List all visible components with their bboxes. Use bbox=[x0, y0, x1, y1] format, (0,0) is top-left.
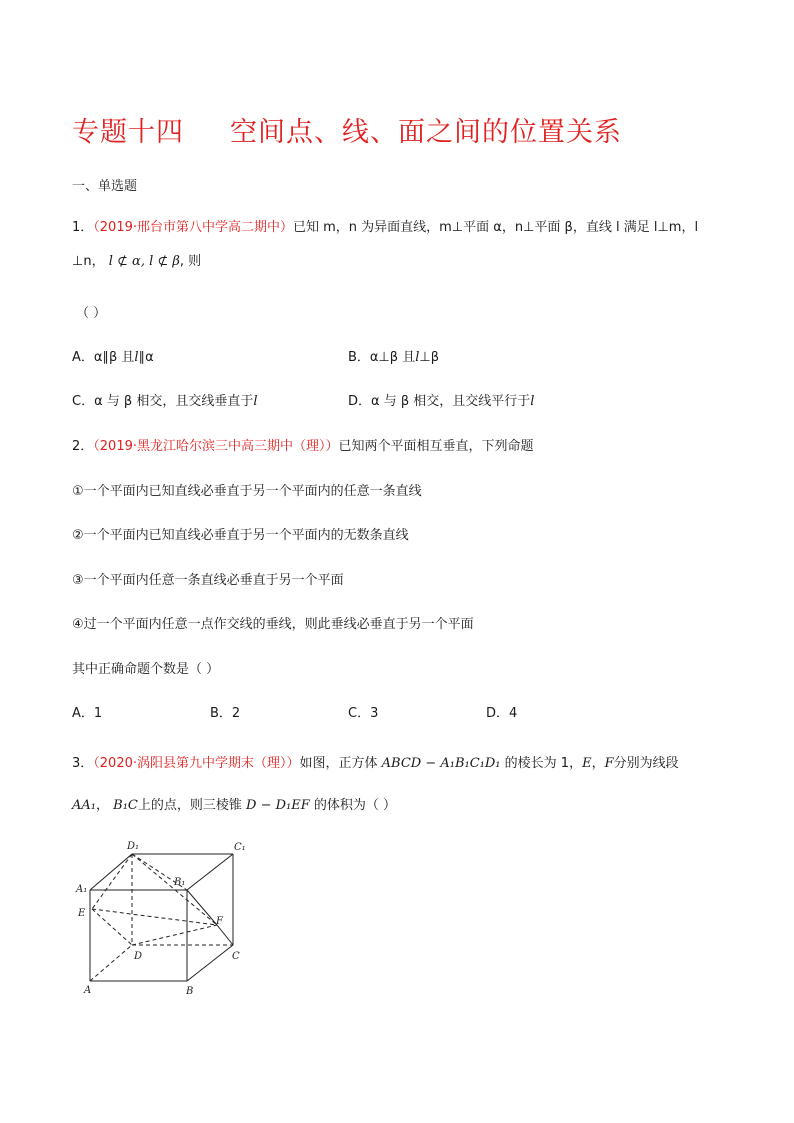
q1-line2 bbox=[72, 250, 201, 269]
segment-ed bbox=[92, 909, 132, 945]
q2-number: 2． bbox=[72, 439, 94, 454]
q1-option-a-label: A．α∥β 且 bbox=[72, 350, 135, 365]
q3-segment-b1c: B₁C bbox=[113, 798, 138, 813]
q3-text-f: 上的点，则三棱锥 bbox=[137, 798, 242, 813]
q1-option-a[interactable] bbox=[72, 346, 154, 365]
q1-condition-math: l ⊄ α, l ⊄ β bbox=[108, 254, 180, 269]
q1-source: （2019·邢台市第八中学高二期中） bbox=[93, 220, 293, 235]
q2-statement-4: ④过一个平面内任意一点作交线的垂线，则此垂线必垂直于另一个平面 bbox=[72, 617, 474, 632]
q2-statement-3: ③一个平面内任意一条直线必垂直于另一个平面 bbox=[72, 573, 344, 588]
q1-number: 1． bbox=[72, 220, 94, 235]
q1-option-d-label: D．α 与 β 相交，且交线平行于 bbox=[348, 394, 531, 409]
q3-text-c: ， bbox=[591, 756, 605, 771]
label-e: E bbox=[78, 908, 86, 919]
cube-figure bbox=[70, 835, 260, 1005]
segment-df bbox=[132, 925, 217, 945]
section-heading: 一、单选题 bbox=[72, 179, 138, 194]
edge-ad bbox=[90, 945, 132, 981]
q3-cube-name: ABCD − A₁B₁C₁D₁ bbox=[381, 756, 501, 771]
edge-a1d1 bbox=[90, 854, 132, 890]
segment-ef bbox=[92, 909, 217, 925]
title-topic-name: 空间点、线、面之间的位置关系 bbox=[230, 117, 622, 148]
q2-option-c[interactable]: C．3 bbox=[348, 706, 379, 721]
q3-segment-aa1: AA₁ bbox=[72, 798, 96, 813]
label-a1: A₁ bbox=[76, 884, 88, 895]
q3-number: 3． bbox=[72, 756, 94, 771]
q1-option-b[interactable] bbox=[348, 346, 439, 365]
label-f: F bbox=[216, 916, 223, 927]
edge-b1c1 bbox=[187, 854, 233, 890]
q2-option-a[interactable]: A．1 bbox=[72, 706, 103, 721]
q1-option-c-math: l bbox=[253, 394, 258, 409]
q1-option-b-label: B．α⊥β 且 bbox=[348, 350, 416, 365]
q3-text-b: 的棱长为 1， bbox=[504, 756, 583, 771]
q1-stem-line2a: ⊥n， bbox=[72, 254, 105, 269]
q1-option-b-tail: ⊥β bbox=[419, 350, 440, 365]
q1-answer-paren: （ ） bbox=[76, 306, 107, 321]
q1-option-d-math: l bbox=[530, 394, 535, 409]
q3-source: （2020·涡阳县第九中学期末（理）） bbox=[93, 756, 300, 771]
label-d1: D₁ bbox=[127, 841, 140, 852]
q1-line1 bbox=[72, 216, 698, 235]
q2-statement-1: ①一个平面内已知直线必垂直于另一个平面内的任意一条直线 bbox=[72, 484, 422, 499]
q2-source: （2019·黑龙江哈尔滨三中高三期中（理）） bbox=[93, 439, 339, 454]
title-topic-number: 专题十四 bbox=[72, 117, 184, 148]
segment-fc bbox=[217, 925, 233, 945]
q1-option-a-math: l bbox=[134, 350, 139, 365]
q3-point-f: F bbox=[604, 756, 614, 771]
page-title bbox=[72, 110, 622, 149]
label-a: A bbox=[84, 985, 92, 996]
q1-option-c[interactable] bbox=[72, 390, 258, 409]
label-d: D bbox=[134, 951, 143, 962]
label-b1: B₁ bbox=[174, 877, 186, 888]
q3-point-e: E bbox=[582, 756, 592, 771]
q2-option-b[interactable]: B．2 bbox=[210, 706, 241, 721]
q2-statement-2: ②一个平面内已知直线必垂直于另一个平面内的无数条直线 bbox=[72, 528, 409, 543]
q1-option-a-tail: ∥α bbox=[138, 350, 154, 365]
segment-b1f bbox=[187, 890, 217, 925]
q3-text-g: 的体积为（ ） bbox=[313, 798, 397, 813]
q3-text-e: ， bbox=[96, 798, 110, 813]
q3-line2 bbox=[72, 794, 396, 813]
label-c: C bbox=[232, 951, 240, 962]
label-b: B bbox=[186, 986, 194, 997]
q3-text-d: 分别为线段 bbox=[613, 756, 679, 771]
segment-d1e bbox=[92, 854, 132, 909]
q3-line1 bbox=[72, 752, 679, 771]
q1-option-c-label: C．α 与 β 相交，且交线垂直于 bbox=[72, 394, 254, 409]
q2-stem bbox=[72, 435, 534, 454]
q2-question: 其中正确命题个数是（ ） bbox=[72, 662, 220, 677]
q1-option-b-math: l bbox=[415, 350, 420, 365]
q2-option-d[interactable]: D．4 bbox=[486, 706, 518, 721]
q1-option-d[interactable] bbox=[348, 390, 534, 409]
q1-stem-line2c: , 则 bbox=[179, 254, 202, 269]
q2-stem-text: 已知两个平面相互垂直，下列命题 bbox=[338, 439, 534, 454]
q1-stem-line1: 已知 m，n 为异面直线，m⊥平面 α，n⊥平面 β，直线 l 满足 l⊥m，l bbox=[293, 220, 699, 235]
label-c1: C₁ bbox=[234, 842, 246, 853]
q3-pyramid-name: D − D₁EF bbox=[246, 798, 310, 813]
edge-bc bbox=[187, 945, 233, 981]
q3-text-a: 如图，正方体 bbox=[299, 756, 378, 771]
